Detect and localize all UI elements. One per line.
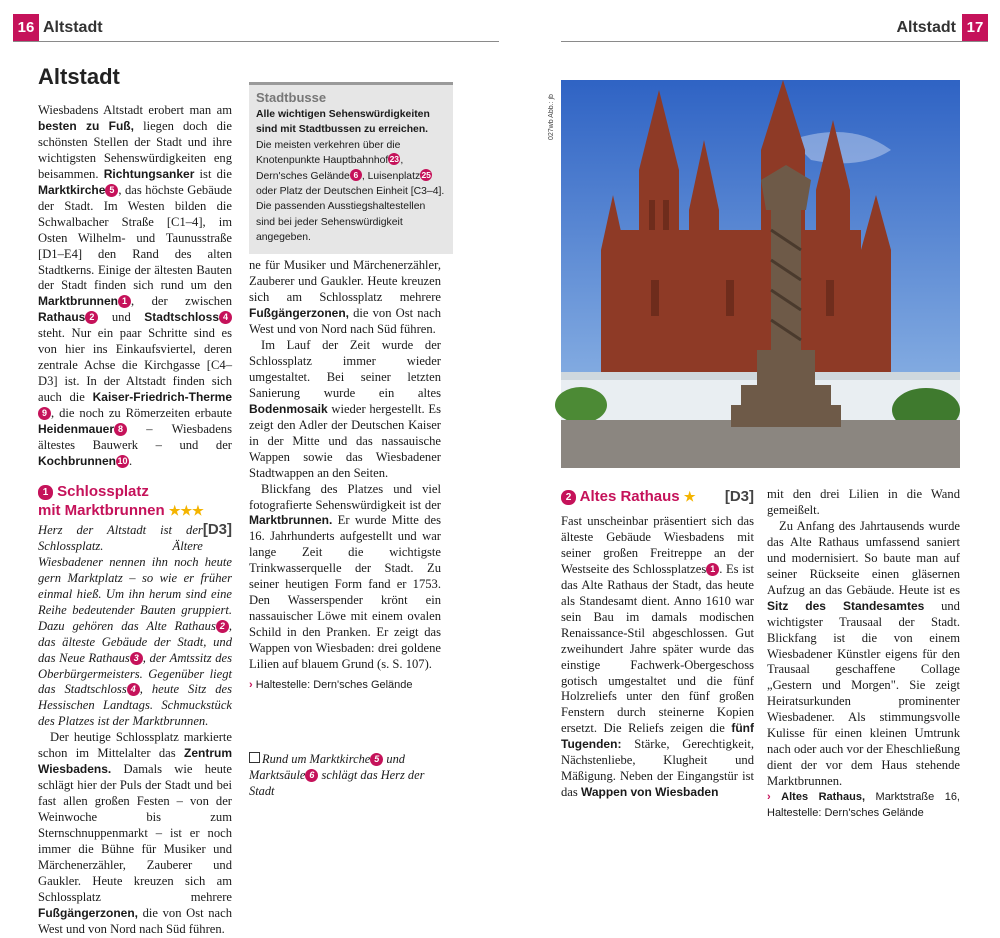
sight-2-paragraph-1: Fast unscheinbar präsentiert sich das älteste Gebäude Wiesbadens mit seiner großen Freitreppe an der Westseite des Schlossplatzes 1 . Es ist das Alte Rathaus der Stadt, das heute als Standesamt dient. Anno 1610 war sein Bau im damals modischen Renaissance-Stil abgeschlossen. Gut zweihundert Jahre später wurde das einstige Fachwerk-Obergeschoss gotisch umgestaltet und die fünf Holzreliefs unter den fünf großen Fenstern durch steinerne Kopien ersetzt. Die Reliefs zeigen die fünf Tugenden: Stärke, Gerechtigkeit, Nächstenliebe, Klugheit und Mäßigung. Neben der Eingangstür ist das Wappen von Wiesbaden: [561, 514, 754, 800]
left-section-title: Altstadt: [43, 19, 103, 36]
photo-marktkirche: [561, 80, 960, 468]
marker-5: 5: [105, 184, 118, 197]
sight-2-star-rating: ★: [683, 489, 696, 504]
sight-1-stop-info: › Haltestelle: Dern'sches Gelände: [249, 679, 413, 692]
sight-1-number: 1: [38, 485, 53, 500]
info-box-title: Stadtbusse: [256, 90, 327, 105]
grid-ref: [D3]: [202, 520, 232, 538]
sight-1-paragraph-2b: Im Lauf der Zeit wurde der Schlossplatz immer wieder umgestaltet. Bei seiner letzten Sanierung wurde ein altes Bodenmosaik wieder hergestellt. Es zeigt den Adler der Deutschen Kaiser in der Mitte und das nassauische Wappen sowie das Wiesbadener Stadtwappen an den Seiten.: [249, 338, 441, 480]
sight-1-paragraph-3: Blickfang des Platzes und viel fotografierte Sehenswürdigkeit ist der Marktbrunnen. Er wurde Mitte des 16. Jahrhunderts aufgestellt und war lange Zeit die wichtigste Trinkwasserquelle der Stadt. Zu seiner heutigen Form fand er 1753. Den Wasserspender krönt ein nassauischer Löwe mit einem ovalen Schild in den Pranken. Er zeigt das Wappen von Wiesbaden: drei goldene Lilien auf blauem Grund (s. S. 107).: [249, 481, 441, 672]
info-box-text: Alle wichtigen Sehenswürdigkeiten sind mit Stadtbussen zu erreichen. Die meisten verkehren über die Knotenpunkte Hauptbahnhof23, Dern'sches Gelände 6 , Luisenplatz25 oder Platz der Deutschen Einheit [C3–4]. Die passenden Ausstiegshaltestellen sind bei jeder Sehenswürdigkeit angegeben.: [256, 109, 445, 244]
sight-1-title-line2: mit Marktbrunnen: [38, 501, 165, 519]
sight-1-lead: Herz der Altstadt ist der Schlossplatz. Ältere Wiesbadener nennen ihn noch heute gern Marktplatz – so wie er früher einmal hieß. Um ihn herum sind eine Reihe bedeutender Bauten gruppiert. Dazu gehören das Alte Rathaus 2 , das älteste Gebäude der Stadt, und das Neue Rathaus 3 , der Amtssitz des Oberbürgermeisters. Gegenüber liegt das Stadtschloss 4 , heute Sitz des Hessischen Landtags. Schmuckstück des Platzes ist der Marktbrunnen.: [38, 522, 232, 729]
column-2-text: [249, 258, 441, 338]
marker-10: 10: [117, 455, 128, 466]
column-4: [767, 487, 960, 820]
info-box-stadtbusse: [249, 82, 453, 254]
sight-1-heading: [38, 482, 232, 538]
sight-2-paragraph-2: Zu Anfang des Jahrtausends wurde das Alte Rathaus umfassend saniert und modernisiert. So baute man auf seiner Rückseite einen gläsernen Aufzug an das Gebäude. Heute ist es Sitz des Standesamtes und wichtigster Trausaal der Stadt. Blickfang ist die von einem Wiesbadener Künstler eigens für den Trausaal geschaffene Collage „Gestern und Morgen". Sie zeigt Heiratsurkunden prominenter Wiesbadener. Als stimmungsvolle Kulisse für einen kleinen Umtrunk nach oder auch vor der Eheschließung dient der vor dem Haus stehende Marktbrunnen.: [767, 518, 960, 789]
marker-4: 4: [219, 311, 232, 324]
intro-paragraph: Wiesbadens Altstadt erobert man am besten zu Fuß, liegen doch die schönsten Stellen der Stadt und ihre wichtigsten Sehenswürdigkeiten eng beisammen. Richtungsanker ist die Marktkirche 5 , das höchste Gebäude der Stadt. Im Westen bilden die Schwalbacher Straße [C1–4], im Osten Wilhelm- und Taunusstraße [D1–E4] den Rand des alten Stadtkerns. Einige der ältesten Bauten der Stadt finden sich rund um den Marktbrunnen 1 , der zwischen Rathaus 2 und Stadtschloss 4 steht. Nur ein paar Schritte sind es von hier ins Einkaufsviertel, deren zentrale Achse die Kirchgasse [C4–D3] ist. In der Altstadt finden sich auch die Kaiser-Friedrich-Therme9 , die noch zu Römerzeiten erbaute Heidenmauer 8 – Wiesbadens ältestes Bauwerk – und der Kochbrunnen10 .: [38, 103, 232, 468]
sight-2-grid-ref: [D3]: [724, 488, 754, 505]
right-section-title: Altstadt: [896, 19, 956, 36]
caption-icon: [249, 752, 260, 763]
column-3: [561, 487, 754, 800]
sight-2-heading: [561, 487, 754, 506]
sight-1-paragraph-2: ne für Musiker und Märchenerzähler, Zauberer und Gaukler. Heute kreuzen sich am Schlossplatz mehrere Fußgängerzonen, die von Ost nach West und von Nord nach Süd führen.: [249, 258, 441, 336]
sight-2-paragraph-1-end: mit den drei Lilien in die Wand gemeißelt.: [767, 487, 960, 517]
marker-9: 9: [38, 407, 51, 420]
left-page-header: [13, 14, 499, 42]
sight-2-number: 2: [561, 490, 576, 505]
sight-2-title: Altes Rathaus: [579, 488, 680, 505]
column-2-cont: [249, 338, 441, 733]
left-page-number: 16: [13, 14, 39, 41]
sight-2-stop-info: › Altes Rathaus, Marktstraße 16, Haltestelle: Dern'sches Gelände: [767, 791, 960, 820]
column-1: [38, 103, 232, 936]
sight-1-paragraph-1: Der heutige Schlossplatz markierte schon im Mittelalter das Zentrum Wiesbadens. Damals wie heute schlägt hier der Puls der Stadt und bei fast allen großen Festen – von der Weinwoche bis zum Sternschnuppenmarkt – ist er noch immer die Bühne für Musiker und Märchenerzähler, Zauberer und Gaukler. Heute kreuzen sich am Schlossplatz mehrere Fußgängerzonen, die von Ost nach West und von Nord nach Süd führen.: [38, 730, 232, 936]
right-page-header: [561, 14, 988, 42]
marker-1: 1: [118, 295, 131, 308]
sight-1-title-line1: Schlossplatz: [57, 482, 149, 500]
star-rating: ★★★: [168, 502, 204, 518]
right-page-number: 17: [962, 14, 988, 41]
marker-2: 2: [85, 311, 98, 324]
marker-8: 8: [114, 423, 127, 436]
photo-credit: 027wb Abb.: jb: [548, 94, 555, 140]
page-title: Altstadt: [38, 64, 120, 89]
photo-caption: Rund um Marktkirche 5 und Marktsäule 6 schlägt das Herz der Stadt: [249, 752, 425, 798]
